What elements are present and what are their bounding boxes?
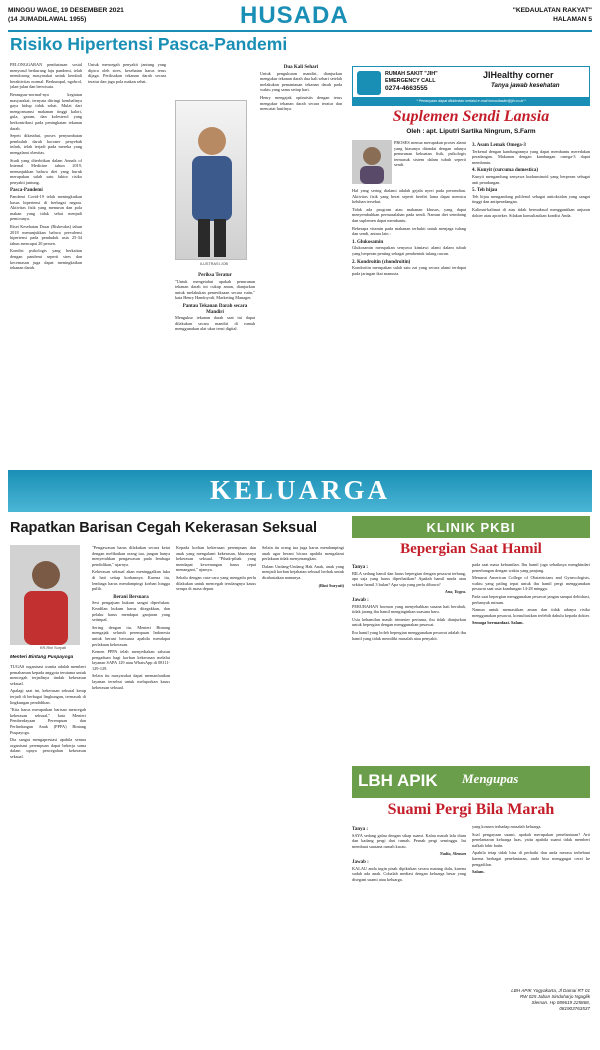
article-3-p11: Kepada korban kekerasan perempuan dan anak yang mengalami kekerasan, khususnya kekerasan seksual. "Pihak-pihak yang mendapat kewenangan harus cepat menangani," ujarnya.	[176, 545, 256, 573]
article-3-p8: Sering dengan itu, Menteri Bintang mengajak seluruh perempuan Indonesia untuk berani bersuara apabila mendapat perlakuan kekerasan.	[92, 624, 170, 647]
article-1-subhead-2: Periksa Teratur	[198, 273, 232, 278]
lbh-address-2: RW 025 Jaban Sinduharjo Ngaglik	[519, 994, 590, 999]
pkbi-answer-7: Namun untuk memastikan aman dan tidak adanya risiko menggunakan pesawat, konsultasikan terlebih dahulu kepada dokter.	[472, 607, 590, 618]
lbh-answer-4: Apabila tetap tidak bisa di perbaiki dan anda merasa terbebani karena berbagai penelantaran, anda bisa menggugat cerai ke pengadilan.	[472, 850, 590, 867]
masthead-date-hijri: (14 JUMADILAWAL 1955)	[8, 16, 87, 23]
article-1-p6: Riset Kesehatan Dasar (Riskesdas) tahun 2018 menunjukkan bahwa prevalensi hipertensi pada penduduk usia 25-34 tahun mencapai 20 persen.	[10, 224, 82, 246]
article-3-photo-credit: KR-Rini Suryati	[40, 646, 66, 650]
article-1-p3: Sepeti diketahui, proses penyumbatan pembuluh darah koroner penyebab infark, telah terjadi pada mereka yang mengalami obesitas.	[10, 133, 82, 155]
minister-photo-icon	[10, 545, 80, 645]
article-1-col-2	[88, 62, 166, 147]
article-1-caption: ILUSTRASI JOB	[200, 262, 229, 266]
lbh-answer-label: Jawab :	[352, 859, 369, 865]
article-2-p9: Teh hijau mengandung polifenol sebagai antioksidan yang sangat tinggi dan antiperadangan.	[472, 193, 590, 205]
lbh-address-3: Sleman. Hp 089619 225868,	[531, 1000, 590, 1005]
article-1-col-2b	[175, 270, 255, 465]
article-1-subhead-3: Pantau Tekanan Darah secara Mandiri	[182, 303, 248, 315]
lbh-address-1: LBH APIK Yogyakarta, Jl Damai RT 01	[511, 988, 590, 993]
article-1-p8: Untuk mencegah penyakit jantung yang dipicu oleh stres, kesehatan harus terus dijaga. Periksakan tekanan darah secara teratur dan jaga pola makan sehat.	[88, 62, 166, 84]
article-3-p2: Apalagi saat ini, kekerasan seksual kerap terjadi di berbagai lingkungan, termasuk di lingkungan pendidikan.	[10, 688, 86, 705]
article-3-title: Rapatkan Barisan Cegah Kekerasan Seksual	[10, 520, 318, 536]
article-2-byline: Oleh : apt. Liputri Sartika Ningrum, S.Farm	[406, 128, 536, 135]
article-3-col-1	[10, 664, 86, 1044]
article-1-p1: PELONGGARAN pembatasan sosial menyusul berkurang laju pandemi, telah mendorong masyarakat untuk kembali beraktivitas normal. Berkumpul, ngobrol, jalan-jalan dan berwisata.	[10, 62, 82, 90]
pkbi-col-2	[472, 562, 590, 762]
jih-logo-icon	[357, 71, 381, 95]
article-3-photo-caption: Menteri Bintang Puspayoga	[10, 655, 74, 660]
pkbi-header	[352, 516, 590, 538]
article-3-p1: TUGAS organisasi wanita adalah memberi pemahaman kepada anggota terutama untuk mencegah terjadinya tindak kekerasan seksual.	[10, 664, 86, 686]
article-3-subhead-1: Berani Bersuara	[113, 594, 149, 600]
jih-phone: 0274-4663555	[385, 85, 428, 92]
article-1-p11: Untuk pengukuran mandiri, dianjurkan mengukur tekanan darah dua kali sehari setelah melakukan pemantauan tekanan darah pada waktu yang sama setiap hari.	[260, 70, 342, 93]
pkbi-answer-6: Pada saat bepergian menggunakan pesawat jangan sampai dehidrasi, perbanyak minum.	[472, 593, 590, 605]
article-2-p1: PROSES menua merupakan proses alami yang biasanya ditandai dengan adanya penurunan kekuatan fisik, psikologis termasuk sistem dalam tubuh seperti sendi.	[394, 140, 466, 168]
lbh-col-2	[472, 824, 590, 984]
article-2-s5: 5. Teh hijau	[472, 188, 498, 194]
article-1-subhead-4: Dua Kali Sehari	[283, 65, 319, 70]
jih-brand: JIHealthy corner	[483, 70, 554, 80]
author-photo-icon	[352, 140, 392, 184]
article-3-p3: "Kita harus merapatkan barisan mencegah kekerasan seksual," kata Menteri Pemberdayaan Perempuan dan Perlindungan Anak (PPPA) Bintang Puspayoga.	[10, 707, 86, 735]
lbh-answer-3: Soal pengayaan suami, apakah merupakan penelantaran? Arti penelantaran keluarga luas, yaitu apabila suami tidak memberi nafkah lahir batin.	[472, 831, 590, 848]
article-2-p8: Kunyit mengandung senyawa kurkuminoid yang berperan sebagai anti peradangan.	[472, 173, 590, 185]
jih-tagline: Tanya jawab kesehatan	[491, 82, 560, 89]
article-3-p4: Dia sangat mengapresiasi apabila semua organisasi perempuan dapat bekerja sama dalam upaya pencegahan kekerasan seksual.	[10, 737, 86, 759]
article-3-p12: Sekalu dengan cara-cara yang mengadu perlu dilakukan untuk mencegah terulangnya kasus serupa di masa depan.	[176, 574, 256, 592]
article-3-col-2	[92, 545, 170, 1040]
article-2-p10: Kalimat-kalimat di atas tidak bermaksud menggantikan anjuran dokter atau apoteker. Silakan konsultasikan kondisi Anda.	[472, 206, 590, 218]
lbh-address-4: 081903763537	[559, 1006, 590, 1011]
article-1-p9: "Untuk mengetahui apakah penurunan tekanan darah ini cukup aman, dianjurkan untuk melakukan pemeriksaan secara rutin," kata Henry Handoyodi, Marketing Manager.	[175, 278, 255, 301]
masthead	[8, 4, 592, 32]
article-1-subhead-1: Pasca-Pandemi	[10, 188, 43, 194]
masthead-rule	[8, 30, 592, 32]
article-2-photo	[352, 140, 392, 184]
lbh-question-label: Tanya :	[352, 827, 369, 832]
lbh-header	[352, 766, 590, 798]
masthead-tagline: "KEDAULATAN RAKYAT"	[512, 7, 592, 14]
article-2-p5: Glukosamin merupakan senyawa kimiawi alami dalam tubuh yang berperan penting sebagai pembentuk tulang rawan.	[352, 245, 466, 256]
pkbi-answer-5: Menurut American College of Obstetricians and Gynecologists, waktu yang paling tepat untuk ibu hamil pergi menggunakan pesawat saat usia kandungan 14-28 minggu.	[472, 575, 590, 592]
article-1-col-3	[260, 62, 342, 467]
lbh-brand: LBH APIK	[358, 771, 438, 790]
jih-name: RUMAH SAKIT "JIH"	[385, 71, 438, 77]
article-3-col-4	[262, 545, 344, 1040]
article-2-col-2	[472, 140, 590, 470]
lbh-question-sign: Nadia, Sleman	[439, 851, 466, 857]
article-2-s2: 2. Kondroitin (chondroitin)	[352, 259, 411, 265]
section-title: HUSADA	[240, 2, 349, 29]
pkbi-title: Bepergian Saat Hamil	[400, 541, 542, 557]
article-1-p2: Berangsur-normal-nya kegiatan masyarakat, ternyata diiringi kembalinya gaya hidup tidak sehat. Mulai dari mengonsumsi makanan tinggi kalori, gula, garam, dan kolesterol yang berkontribusi pada peningkatan tekanan darah.	[10, 91, 82, 131]
lbh-question: SAYA sedang galau dengan sikap suami. Kalau marah lalu diam dan kadang pergi dari rumah. Pernah pergi seminggu. Ini membuat suasana rumah kacau.	[352, 832, 466, 849]
article-2-s1: 1. Glukosamin	[352, 239, 384, 245]
pkbi-answer-3: Ibu hamil yang boleh bepergian menggunakan pesawat adalah ibu hamil yang tidak memiliki masalah atau penyakit.	[352, 629, 466, 641]
pkbi-question: BILA sedang hamil dan harus bepergian dengan pesawat terbang, apa saja yang harus diperhatikan? Apakah hamil muda atau sekitar hamil 3 bulan? Apa saja yang perlu dibawa?	[352, 570, 466, 587]
article-1-p5: Pandemi Covid-19 telah meningkatkan kasus hipertensi di berbagai negara. Aktivitas fisik yang menurun dan pola makan yang tidak sehat menjadi pemicunya.	[10, 194, 82, 222]
article-3-p13: Selain itu orang tua juga harus mendampingi anak agar berani bicara apabila mengalami perlakuan tidak menyenangkan.	[262, 545, 344, 562]
article-1-p4: Studi yang diterbitkan dalam Annals of Internal Medicine tahun 2019, menunjukkan bahwa diet yang buruk merupakan salah satu faktor risiko penyakit jantung.	[10, 157, 82, 185]
lbh-address	[472, 988, 590, 1012]
article-1-col-1	[10, 62, 82, 437]
article-3-p9: Kemen PPPA telah menyediakan saluran pengaduan bagi korban kekerasan melalui layanan SAPA 129 atau WhatsApp di 08111-129-129.	[92, 649, 170, 671]
lbh-answer-2: yang konsen terhadap masalah keluarga.	[472, 824, 542, 829]
pkbi-answer-1: PERUBAHAN hormon yang menyebabkan susana hati berubah, tidak jarang ibu hamil menginginkan suasana baru.	[352, 603, 466, 615]
article-3-p10: Selain itu masyarakat dapat memanfaatkan layanan tersebut untuk melaporkan kasus kekerasan seksual.	[92, 673, 170, 690]
article-2-col-1b	[352, 188, 466, 468]
article-2-p3: Tidak ada program atau makanan khusus, yang dapat menyembuhkan permasalahan pada sendi. Namun diet seimbang dan suplemen dapat membantu.	[352, 206, 466, 223]
keluarga-text: KELUARGA	[209, 475, 390, 505]
article-2-p7: Terkenal dengan kandungannya yang dapat membantu meredakan peradangan. Makanan dengan kandungan omega-3 dapat membantu.	[472, 148, 590, 165]
masthead-date: MINGGU WAGE, 19 DESEMBER 2021	[8, 7, 124, 14]
article-3-p5: "Pengawasan harus dilakukan secara ketat dengan melibatkan orang tua, jangan hanya menyerahkan pengawasan pada lembaga pendidikan," ujarnya.	[92, 545, 170, 567]
article-1-p10: Mengukur tekanan darah saat ini dapat dilakukan secara mandiri di rumah menggunakan alat ukur tensi digital.	[175, 315, 255, 332]
man-illustration-icon	[176, 101, 248, 261]
article-1-title: Risiko Hipertensi Pasca-Pandemi	[10, 34, 288, 54]
article-1-p7: Kondisi psikologis yang berkaitan dengan pandemi seperti stres dan kecemasan juga dapat meningkatkan tekanan darah.	[10, 248, 82, 271]
lbh-end: Salam.	[472, 869, 485, 875]
article-2-s4: 4. Kunyit (curcuma domestica)	[472, 168, 539, 174]
keluarga-banner	[8, 470, 592, 512]
jih-ad	[352, 66, 590, 106]
article-2-s3: 3. Asam Lemak Omega-3	[472, 143, 526, 148]
pkbi-question-label: Tanya :	[352, 565, 369, 570]
page-number: HALAMAN 5	[553, 16, 592, 23]
article-3-col-3	[176, 545, 256, 1040]
article-3-p6: Kekerasan seksual akan meninggalkan luka di hati setiap korbannya. Karena itu, lembaga harus mendampingi korban hingga pulih.	[92, 569, 170, 592]
article-3-p14: Dalam Undang-Undang Hak Anak, anak yang menjadi korban kejahatan seksual berhak untuk dirahasiakan namanya.	[262, 563, 344, 580]
lbh-title: Suami Pergi Bila Marah	[387, 801, 555, 818]
pkbi-col-1	[352, 562, 466, 762]
article-2-p4: Beberapa vitamin pada makanan terbukti untuk menjaga tulang dan sendi, antara lain :	[352, 225, 466, 237]
pkbi-question-sign: Ana, Yogya.	[444, 589, 466, 595]
jih-note: * Pertanyaan dapat dikirimkan melalui e-mail konsultasikr@jih.co.id *	[353, 97, 589, 106]
pkbi-end: Semoga bermanfaat. Salam.	[472, 620, 524, 626]
jih-emergency: EMERGENCY CALL	[385, 78, 436, 84]
article-1-p12: Henry mengajak optimistis dengan terus mengukur tekanan darah secara teratur dan mencatat hasilnya.	[260, 94, 342, 112]
pkbi-answer-2: Usia kehamilan masih trimester pertama, ibu tidak dianjurkan untuk bepergian dengan menggunakan pesawat.	[352, 616, 466, 628]
article-2-p6: Kondroitin merupakan salah satu zat yang secara alami terdapat pada jaringan ikat manusia.	[352, 265, 466, 276]
lbh-col-1	[352, 824, 466, 1044]
article-1-illustration	[175, 100, 247, 260]
pkbi-answer-label: Jawab :	[352, 597, 369, 603]
article-3-p7: Sesi pengajuan hukum sangat diperlukan. Keadilan hukum harus ditegakkan, dan pelaku harus mendapat ganjaran yang setimpal.	[92, 600, 170, 623]
article-2-title: Suplemen Sendi Lansia	[392, 108, 550, 125]
pkbi-answer-4: pada saat masa kehamilan. Ibu hamil juga sebaiknya menghindari penerbangan dengan waktu yang panjang.	[472, 562, 590, 573]
article-2-p2: Hal yang sering dialami adalah gejala nyeri pada persendian. Aktivitas fisik yang berat seperti berdiri lama dapat memicu keluhan tersebut.	[352, 188, 466, 205]
pkbi-brand: KLINIK PKBI	[426, 520, 516, 535]
lbh-answer-1: KALAU anda ingin pisah dipikirkan secara matang dulu, karena sudah ada anak. Cobalah mediasi dengan keluarga besar yang disegani suami atau keluarga.	[352, 865, 466, 882]
lbh-sub: Mengupas	[462, 771, 519, 786]
article-3-photo	[10, 545, 80, 645]
article-3-credit: (Rini Suryati)	[318, 582, 344, 588]
